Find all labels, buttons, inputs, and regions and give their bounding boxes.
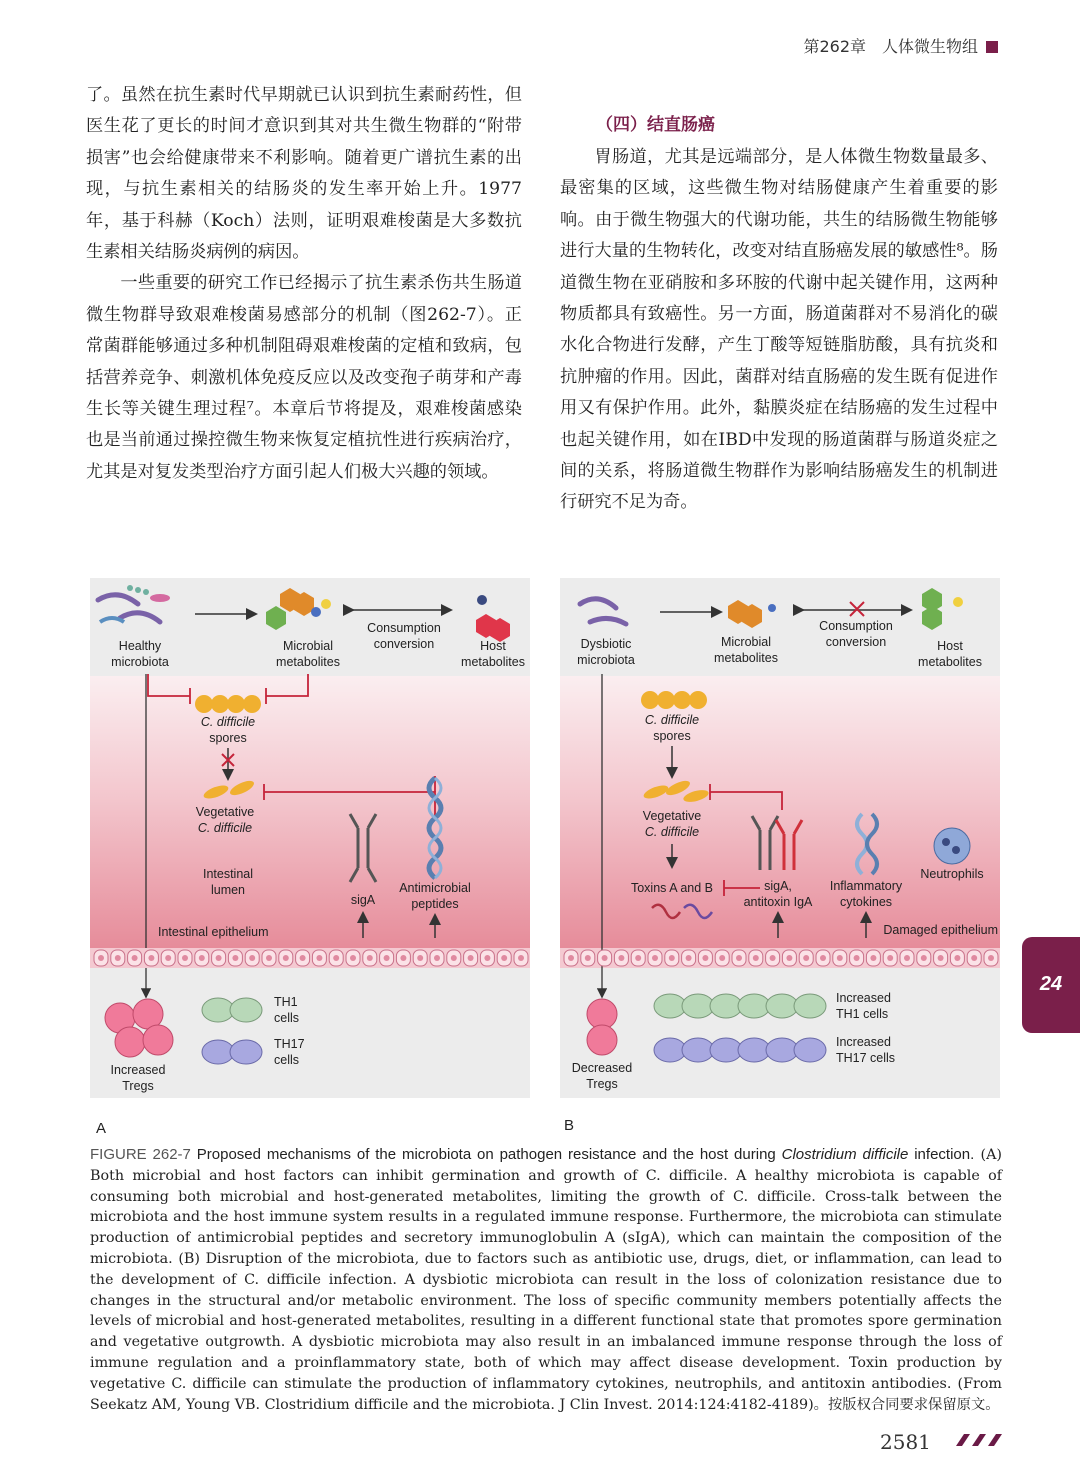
epithelial-nucleus — [400, 955, 406, 961]
epithelial-nucleus — [837, 955, 843, 961]
paragraph: 胃肠道，尤其是远端部分，是人体微生物数量最多、最密集的区域，这些微生物对结肠健康产生着重要的影响。由于微生物强大的代谢功能，共生的结肠微生物能够进行大量的生物转化，改变对结直肠癌发展的敏感性⁸。肠道微生物在亚硝胺和多环胺的代谢中起关键作用，这两种物质都具有致癌性。另一方面，肠道菌群对不易消化的碳水化合物进行发酵，产生丁酸等短链脂肪酸，具有抗炎和抗肿瘤的作用。因此，菌群对结直肠癌的发生既有促进作用又有保护作用。此外，黏膜炎症在结肠癌的发生过程中也起关键作用，如在IBD中发现的肠道菌群与肠道炎症之间的关系，将肠道微生物群作为影响结肠癌发生的机制进行研究不足为奇。 — [560, 147, 998, 513]
epithelial-nucleus — [921, 955, 927, 961]
panel-a-label: A — [96, 1120, 107, 1137]
epithelial-nucleus — [618, 955, 624, 961]
epithelial-nucleus — [669, 955, 675, 961]
epithelial-nucleus — [652, 955, 658, 961]
label-conversion-b: conversion — [825, 635, 887, 649]
running-header — [803, 34, 998, 57]
epithelial-nucleus — [300, 955, 306, 961]
epithelial-nucleus — [803, 955, 809, 961]
label-cytokines: cytokines — [839, 895, 893, 909]
label-siga-b: sigA, — [764, 879, 792, 893]
label-consumption: Consumption — [367, 621, 441, 635]
epithelial-nucleus — [904, 955, 910, 961]
label-microbiota-b: microbiota — [577, 653, 635, 667]
epithelial-nucleus — [702, 955, 708, 961]
epithelial-nucleus — [971, 955, 977, 961]
epithelial-nucleus — [887, 955, 893, 961]
epithelial-nucleus — [434, 955, 440, 961]
label-cdiff-b: C. difficile — [644, 713, 700, 727]
label-th1-cells: cells — [274, 1011, 300, 1025]
label-th1: TH1 — [274, 995, 298, 1009]
page-number: 2581 — [880, 1430, 931, 1454]
label-microbiota: microbiota — [111, 655, 169, 669]
epithelial-nucleus — [686, 955, 692, 961]
panel-b-lamina — [560, 968, 1000, 1098]
label-inc-th17: Increased — [836, 1035, 891, 1049]
label-th17: TH17 — [274, 1037, 305, 1051]
section-heading: （四）结直肠癌 — [596, 115, 715, 135]
side-tab-number: 24 — [1039, 973, 1063, 995]
chapter-title: 第262章 人体微生物组 — [803, 37, 978, 56]
label-antimicrobial: Antimicrobial — [399, 881, 471, 895]
epithelial-nucleus — [316, 955, 322, 961]
epithelial-nucleus — [602, 955, 608, 961]
epithelial-nucleus — [132, 955, 138, 961]
label-microbial-b: Microbial — [720, 635, 772, 649]
caption-title: Proposed mechanisms of the microbiota on pathogen resistance and the host during — [190, 1146, 782, 1163]
epithelial-nucleus — [350, 955, 356, 961]
epithelial-nucleus — [938, 955, 944, 961]
label-inflammatory: Inflammatory — [829, 879, 903, 893]
label-spores-b: spores — [653, 729, 691, 743]
figure-caption — [90, 1145, 1002, 1415]
label-inc-th17-cells: TH17 cells — [836, 1051, 896, 1065]
epithelial-nucleus — [451, 955, 457, 961]
figure-262-7 — [90, 578, 1000, 1098]
label-neutrophils: Neutrophils — [920, 867, 984, 881]
label-conversion: conversion — [373, 637, 435, 651]
epithelial-nucleus — [770, 955, 776, 961]
epithelial-nucleus — [367, 955, 373, 961]
epithelial-nucleus — [216, 955, 222, 961]
label-tregs-b: Tregs — [586, 1077, 618, 1091]
figure-diagram — [90, 578, 1000, 1098]
panel-b — [560, 578, 1000, 1098]
caption-title-end: infection. — [908, 1146, 975, 1163]
label-healthy: Healthy — [118, 639, 162, 653]
label-increased: Increased — [110, 1063, 166, 1077]
label-toxins: Toxins A and B — [630, 881, 714, 895]
epithelial-nucleus — [98, 955, 104, 961]
epithelial-nucleus — [484, 955, 490, 961]
caption-body: (A) Both microbial and host factors can inhibit germination and growth of C. difficile. A healthy microbiota is capable of consuming both microbial and host-generated metabolites, limiting the growth of C. difficile. Cross-talk between the microbiota and the host immune system results in a regulated immune response. Furthermore, the microbiota can stimulate production of antimicrobial peptides and secretory immunoglobulin A (sIgA), which can maintain the composition of the microbiota. (B) Disruption of the microbiota, due to factors such as antibiotic use, drugs, diet, or inflammation, can lead to the development of C. difficile infection. A dysbiotic microbiota can result in the loss of colonization resistance due to changes in the structural and/or metabolic environment. The loss of specific community members potentially affects the levels of microbial and host-generated metabolites, resulting in a different functional state that promotes spore germination and vegetative outgrowth. A dysbiotic microbiota may also result in an imbalanced immune response through the loss of immune regulation and a proinflammatory state, both of which may affect disease development. Toxin production by vegetative C. difficile can stimulate the production of inflammatory cytokines, neutrophils, and antitoxin antibodies. (From Seekatz AM, Young VB. Clostridium difficile and the microbiota. J Clin Invest. 2014:124:4182-4189)。按版权合同要求保留原文。 — [90, 1147, 1002, 1413]
panel-b-label: B — [564, 1117, 575, 1134]
epithelial-nucleus — [719, 955, 725, 961]
label-intestinal: Intestinal — [202, 867, 254, 881]
label-spores: spores — [209, 731, 247, 745]
epithelial-nucleus — [165, 955, 171, 961]
label-host: Host — [480, 639, 506, 653]
epithelial-nucleus — [954, 955, 960, 961]
label-host-metabolites: metabolites — [461, 655, 525, 669]
label-cdiff: C. difficile — [200, 715, 256, 729]
epithelial-nucleus — [384, 955, 390, 961]
epithelial-nucleus — [501, 955, 507, 961]
epithelial-nucleus — [786, 955, 792, 961]
label-vegetative-b: Vegetative — [642, 809, 702, 823]
header-square-icon — [986, 41, 998, 53]
caption-title-species: Clostridium difficile — [781, 1146, 909, 1163]
label-consumption-b: Consumption — [819, 619, 893, 633]
right-text-column — [560, 142, 998, 519]
epithelial-nucleus — [333, 955, 339, 961]
label-epithelium: Intestinal epithelium — [158, 925, 269, 939]
epithelial-nucleus — [249, 955, 255, 961]
label-peptides: peptides — [411, 897, 459, 911]
epithelial-nucleus — [736, 955, 742, 961]
epithelial-nucleus — [585, 955, 591, 961]
label-microbial: Microbial — [282, 639, 334, 653]
epithelial-nucleus — [820, 955, 826, 961]
neutrophil-icon — [934, 828, 970, 864]
label-vegetative-cdiff-b: C. difficile — [644, 825, 700, 839]
epithelial-nucleus — [417, 955, 423, 961]
label-decreased: Decreased — [571, 1061, 633, 1075]
epithelial-nucleus — [635, 955, 641, 961]
label-inc-th1: Increased — [836, 991, 891, 1005]
epithelial-nucleus — [266, 955, 272, 961]
panel-a-lumen — [90, 676, 530, 948]
caption-heading — [90, 1146, 974, 1163]
left-text-column — [86, 80, 522, 488]
epithelial-nucleus — [115, 955, 121, 961]
epithelial-nucleus — [148, 955, 154, 961]
label-host-b: Host — [937, 639, 963, 653]
epithelial-nucleus — [468, 955, 474, 961]
label-inc-th1-cells: TH1 cells — [836, 1007, 889, 1021]
epithelial-nucleus — [283, 955, 289, 961]
epithelial-nucleus — [518, 955, 524, 961]
paragraph: 了。虽然在抗生素时代早期就已认识到抗生素耐药性，但医生花了更长的时间才意识到其对共生微生物群的“附带损害”也会给健康带来不利影响。随着更广谱抗生素的出现，与抗生素相关的结肠炎的发生率开始上升。1977年，基于科赫（Koch）法则，证明艰难梭菌是大多数抗生素相关结肠炎病例的病因。 — [86, 85, 522, 263]
epithelial-nucleus — [568, 955, 574, 961]
epithelial-nucleus — [199, 955, 205, 961]
label-siga: sigA — [350, 893, 376, 907]
caption-figure-number: FIGURE 262-7 — [90, 1146, 191, 1163]
label-tregs: Tregs — [122, 1079, 154, 1093]
label-host-metabolites-b: metabolites — [918, 655, 982, 669]
label-dysbiotic: Dysbiotic — [580, 637, 632, 651]
epithelial-nucleus — [232, 955, 238, 961]
panel-a — [90, 578, 530, 1098]
label-vegetative-cdiff: C. difficile — [197, 821, 253, 835]
label-th17-cells: cells — [274, 1053, 300, 1067]
label-metabolites-b: metabolites — [714, 651, 778, 665]
label-damaged-epithelium: Damaged epithelium — [883, 923, 998, 937]
epithelial-nucleus — [988, 955, 994, 961]
epithelial-nucleus — [182, 955, 188, 961]
paragraph: 一些重要的研究工作已经揭示了抗生素杀伤共生肠道微生物群导致艰难梭菌易感部分的机制（图262-7）。正常菌群能够通过多种机制阻碍艰难梭菌的定植和致病，包括营养竞争、刺激机体免疫反应以及改变孢子萌芽和产毒生长等关键生理过程⁷。本章后节将提及，艰难梭菌感染也是当前通过操控微生物来恢复定植抗性进行疾病治疗，尤其是对复发类型治疗方面引起人们极大兴趣的领域。 — [86, 273, 522, 482]
epithelial-nucleus — [753, 955, 759, 961]
label-metabolites: metabolites — [276, 655, 340, 669]
label-lumen: lumen — [210, 883, 246, 897]
label-vegetative: Vegetative — [195, 805, 255, 819]
page-ornament-icon — [950, 1432, 1006, 1448]
label-antitoxin: antitoxin IgA — [743, 895, 813, 909]
epithelial-nucleus — [870, 955, 876, 961]
epithelial-nucleus — [854, 955, 860, 961]
chapter-side-tab — [1022, 937, 1080, 1033]
